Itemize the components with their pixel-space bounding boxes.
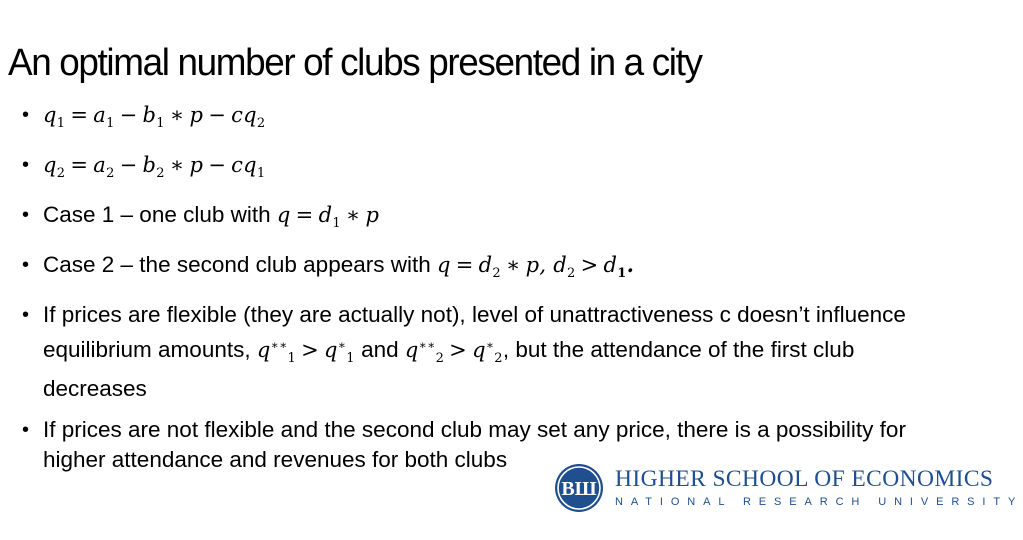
- bullet-item: [22, 250, 947, 289]
- bullet-list: [22, 100, 947, 475]
- bullet-marker: •: [22, 254, 30, 276]
- equation-case1: $q = d_1$ ∗ p: [276, 203, 380, 231]
- case1-text: Case 1 – one club with: [43, 202, 271, 227]
- hse-logo: [554, 463, 1023, 515]
- non-flexible-prices-text: If prices are not flexible and the second club may set any price, there is a possibility for higher attendance and revenues for both clubs: [43, 417, 906, 472]
- bullet-marker: •: [22, 154, 30, 176]
- case2-text: Case 2 – the second club appears with: [43, 252, 431, 277]
- flexible-prices-text: If prices are flexible (they are actually not), level of unattractiveness c doesn’t influence equilibrium amounts,: [43, 302, 906, 362]
- slide-title: An optimal number of clubs presented in a city: [8, 42, 702, 84]
- logo-title: HIGHER SCHOOL OF ECONOMICS: [615, 466, 994, 492]
- hse-emblem-icon: [554, 463, 604, 513]
- inequality-q1: $q^{∗∗}_1 > q^∗_1$: [256, 338, 355, 366]
- svg-text:ВШ: ВШ: [561, 478, 597, 500]
- bullet-item: [22, 100, 947, 139]
- equation-q2: $q_2 = a_2 - b_2$ ∗ $p - cq_1$: [43, 153, 266, 181]
- bullet-item: [22, 150, 947, 189]
- bullet-marker: •: [22, 104, 30, 126]
- inequality-q2: $q^{∗∗}_2 > q^∗_2$: [404, 338, 503, 366]
- bullet-item: • If prices are flexible (they are actually not), level of unattractiveness c doesn’t influence equilibrium amounts, $q^{∗∗}_1 > q^∗_1$ and $q^{∗∗}_2 > q^∗_2$, but the attendance of the first club decreases: [22, 302, 906, 401]
- bullet-marker: •: [22, 419, 30, 441]
- equation-case2: $q = d_2$ ∗ p, $d_2 > d_1$.: [437, 252, 635, 281]
- bullet-marker: •: [22, 304, 30, 326]
- equation-q1: $q_1 = a_1 - b_1$ ∗ $p - cq_2$: [43, 103, 266, 131]
- bullet-item: [22, 200, 947, 239]
- logo-subtitle: NATIONAL RESEARCH UNIVERSITY: [615, 496, 1023, 508]
- bullet-marker: •: [22, 204, 30, 226]
